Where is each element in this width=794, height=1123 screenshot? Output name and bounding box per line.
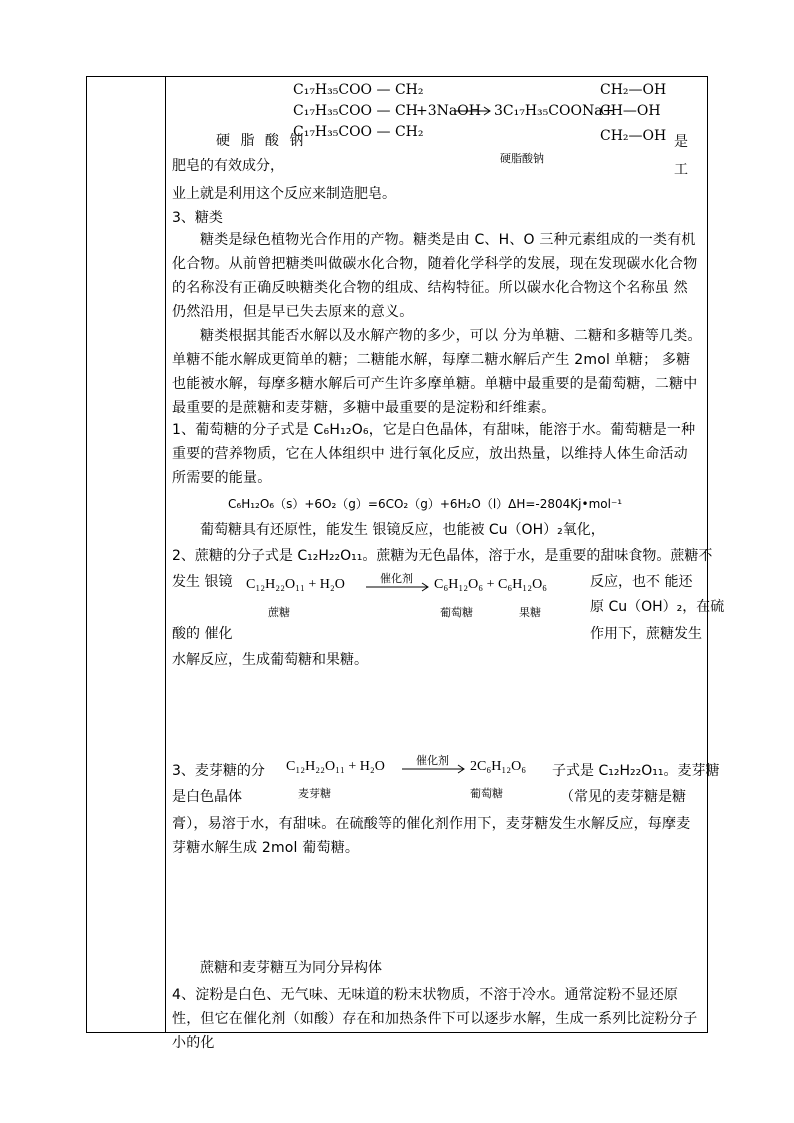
maltose-eq-arrow — [402, 764, 468, 774]
sugar-paragraph-2: 糖类根据其能否水解以及水解产物的多少，可以 分为单糖、二糖和多糖等几类。单糖不能水解成更简单的糖；二糖能水解，每摩二糖水解后产生 2mol 单糖； 多糖也能被水解，每摩多糖水解后可产生许多摩单糖。单糖中最重要的是葡萄糖，二糖中最重要的是蔗糖和麦芽糖，多糖中最重要的是淀粉和纤维素。 — [172, 328, 702, 416]
soap-line-2: 肥皂的有效成分， — [172, 158, 284, 174]
sucrose-line-3b: 原 Cu（OH）₂，在硫 — [590, 599, 725, 615]
sucrose-eq-lhs: C₁₂H₂₂O₁₁ + H₂O — [246, 577, 345, 592]
sucrose-line-4a: 酸的 催化 — [172, 626, 233, 642]
maltose-eq-rhs: 2C₆H₁₂O₆ — [470, 759, 527, 774]
maltose-eq-catalyst: 催化剂 — [416, 754, 449, 767]
glycerol-row-3: CH₂—OH — [600, 128, 667, 144]
glucose-note: 葡萄糖具有还原性，能发生 银镜反应，也能被 Cu（OH）₂氧化， — [200, 522, 605, 538]
soap-reactant-row-3: C₁₇H₃₅COO — CH₂ — [293, 124, 424, 140]
soap-reaction-arrow — [454, 106, 494, 116]
sucrose-line-4b: 作用下，蔗糖发生 — [590, 626, 702, 642]
soap-left-text: 硬 脂 酸 钠 — [216, 133, 307, 149]
maltose-eq-label-maltose: 麦芽糖 — [298, 787, 331, 800]
maltose-eq-label-glucose: 葡萄糖 — [470, 787, 503, 800]
glucose-equation: C₆H₁₂O₆（s）+6O₂（g）=6CO₂（g）+6H₂O（l）ΔH=-2804Kj•mol⁻¹ — [228, 497, 623, 511]
maltose-line-2a: 是白色晶体 — [172, 789, 242, 805]
starch-paragraph: 4、淀粉是白色、无气味、无味道的粉末状物质，不溶于冷水。通常淀粉不显还原性，但它在催化剂（如酸）存在和加热条件下可以逐步水解，生成一系列比淀粉分子小的化 — [172, 987, 698, 1051]
section-heading-sugar: 3、糖类 — [172, 210, 223, 226]
soap-reactant-row-2: C₁₇H₃₅COO — CH — [293, 103, 418, 119]
sucrose-line-5: 水解反应，生成葡萄糖和果糖。 — [172, 652, 368, 668]
soap-reactant-row-1: C₁₇H₃₅COO — CH₂ — [293, 82, 424, 98]
maltose-line-1a: 3、麦芽糖的分 — [172, 763, 265, 779]
soap-product-label: 硬脂酸钠 — [500, 152, 544, 165]
sugar-paragraph-1: 糖类是绿色植物光合作用的产物。糖类是由 C、H、O 三种元素组成的一类有机化合物。从前曾把糖类叫做碳水化合物，随着化学科学的发展，现在发现碳水化合物 的名称没有正确反映糖类化合物的组成、结构特征。所以碳水化合物这个名称虽 然仍然沿用，但是早已失去原来的意义。 — [172, 232, 698, 320]
maltose-line-3: 膏），易溶于水，有甜味。在硫酸等的催化剂作用下，麦芽糖发生水解反应，每摩麦芽糖水解生成 2mol 葡萄糖。 — [172, 816, 691, 856]
isomer-note: 蔗糖和麦芽糖互为同分异构体 — [200, 960, 382, 976]
sucrose-line-2b: 反应，也不 能还 — [590, 574, 693, 590]
soap-right-text-1: 是 — [674, 134, 688, 150]
sucrose-eq-catalyst: 催化剂 — [380, 572, 413, 585]
sucrose-line-1: 2、蔗糖的分子式是 C₁₂H₂₂O₁₁。蔗糖为无色晶体，溶于水，是重要的甜味食物。蔗糖不 — [172, 548, 713, 564]
maltose-line-2b: （常见的麦芽糖是糖 — [560, 789, 686, 805]
soap-reagent: +3NaOH — [416, 103, 481, 119]
soap-line-3: 业上就是利用这个反应来制造肥皂。 — [172, 186, 396, 202]
maltose-line-1b: 子式是 C₁₂H₂₂O₁₁。麦芽糖 — [552, 763, 720, 779]
glucose-paragraph: 1、葡萄糖的分子式是 C₆H₁₂O₆，它是白色晶体，有甜味，能溶于水。葡萄糖是一种重要的营养物质，它在人体组织中 进行氧化反应，放出热量，以维持人体生命活动所需要的能量。 — [172, 422, 696, 486]
table-column-divider — [165, 76, 166, 1033]
maltose-eq-lhs: C₁₂H₂₂O₁₁ + H₂O — [286, 759, 385, 774]
sucrose-eq-rhs: C₆H₁₂O₆ + C₆H₁₂O₆ — [434, 577, 548, 592]
sucrose-eq-arrow — [366, 582, 432, 592]
sucrose-eq-label-glucose: 葡萄糖 — [440, 606, 473, 619]
soap-product: 3C₁₇H₃₅COONa+ — [494, 103, 615, 119]
sucrose-eq-label-sucrose: 蔗糖 — [268, 606, 290, 619]
glycerol-row-2: CH—OH — [600, 103, 661, 119]
soap-right-text-2: 工 — [674, 162, 688, 178]
sucrose-line-2a: 发生 银镜 — [172, 574, 233, 590]
glycerol-row-1: CH₂—OH — [600, 82, 667, 98]
sucrose-eq-label-fructose: 果糖 — [519, 606, 541, 619]
